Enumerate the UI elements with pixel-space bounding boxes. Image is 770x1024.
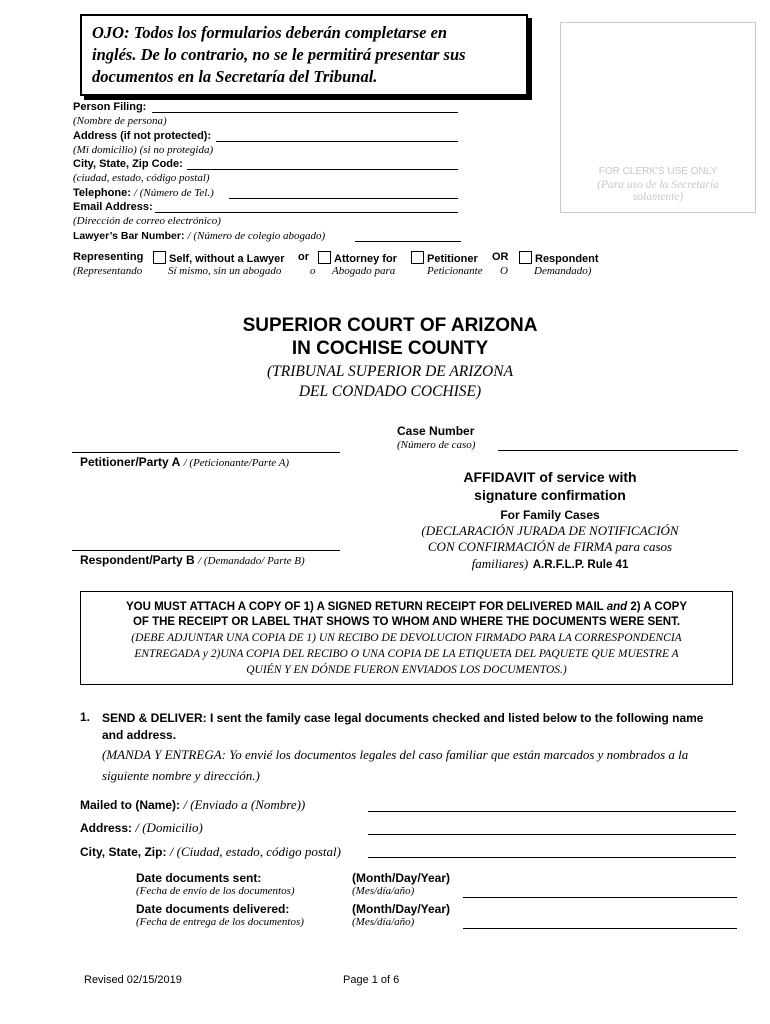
petitioner-label: Petitioner [427,253,478,265]
date-sent-format: (Month/Day/Year) [352,871,451,885]
email-label: Email Address: [73,201,153,213]
court-title-es-2: DEL CONDADO COCHISE) [298,383,482,400]
date-sent-label: Date documents sent: [136,871,262,885]
city-label-es: (ciudad, estado, código postal) [73,172,210,184]
court-title-2: IN COCHISE COUNTY [291,338,489,359]
party-a-label: Petitioner/Party A [80,455,181,469]
attorney-checkbox[interactable] [318,251,331,264]
notice-line-1b: and [606,601,628,613]
respondent-checkbox[interactable] [519,251,532,264]
warning-line-1: OJO: Todos los formularios deberán completarse en [92,23,448,42]
petitioner-checkbox[interactable] [411,251,424,264]
o-text-2: O [500,265,508,277]
city-label: City, State, Zip Code: [73,158,183,170]
date-sent-field[interactable] [463,897,737,898]
notice-line-1a: YOU MUST ATTACH A COPY OF 1) A SIGNED RETURN RECEIPT FOR DELIVERED MAIL [125,601,604,613]
court-title-es-1: (TRIBUNAL SUPERIOR DE ARIZONA [266,363,514,380]
mail-city-label: City, State, Zip: [80,845,167,859]
mail-address-label-es: / (Domicilio) [135,820,203,835]
address-field[interactable] [216,141,458,142]
date-delivered-label-es: (Fecha de entrega de los documentos) [136,916,304,928]
section-1-line-2: and address. [102,728,177,742]
self-label: Self, without a Lawyer [169,253,285,265]
petitioner-option[interactable] [411,251,478,265]
attorney-option[interactable] [318,251,397,265]
person-filing-field[interactable] [152,112,458,113]
telephone-row [73,187,214,199]
email-label-es: (Dirección de correo electrónico) [73,215,221,227]
respondent-label-es: Demandado) [534,265,592,277]
mail-address-label: Address: [80,821,133,835]
self-checkbox[interactable] [153,251,166,264]
respondent-label: Respondent [535,253,599,265]
mailed-to-row [80,797,305,813]
representing-label-es: (Representando [73,265,143,277]
telephone-label-es: / (Número de Tel.) [133,187,214,199]
notice-line-2: OF THE RECEIPT OR LABEL THAT SHOWS TO WHOM AND WHERE THE DOCUMENTS WERE SENT. [132,616,681,628]
mail-address-row [80,820,203,836]
rule-citation: A.R.F.L.P. Rule 41 [532,559,629,571]
section-1-es-1: (MANDA Y ENTREGA: Yo envié los documentos legales del caso familiar que están marcados y nombrados a la [102,747,689,762]
doc-title-es-2: CON CONFIRMACIÓN de FIRMA para casos [427,539,673,554]
page-number: Page 1 of 6 [343,974,400,986]
bar-number-label-es: / (Número de colegio abogado) [187,230,326,242]
doc-title-es-1: (DECLARACIÓN JURADA DE NOTIFICACIÓN [421,523,679,538]
warning-line-2: inglés. De lo contrario, no se le permitirá presentar sus [92,45,466,64]
mail-city-label-es: / (Ciudad, estado, código postal) [169,844,341,859]
email-field[interactable] [155,212,458,213]
or-text-1: or [298,251,309,263]
petitioner-label-es: Peticionante [427,265,483,277]
person-filing-label-es: (Nombre de persona) [73,115,167,127]
section-1-es-2: siguiente nombre y dirección.) [102,768,260,783]
bar-number-row [73,230,325,242]
party-a-field[interactable] [72,452,340,453]
date-sent-format-es: (Mes/día/año) [352,885,415,897]
respondent-option[interactable] [519,251,599,265]
warning-line-3: documentos en la Secretaría del Tribunal. [92,67,378,86]
doc-title-1: AFFIDAVIT of service with [463,469,637,485]
doc-title-2: signature confirmation [474,487,626,503]
mailed-to-label-es: / (Enviado a (Nombre)) [183,797,306,812]
attorney-label-es: Abogado para [332,265,396,277]
clerk-use-box [560,22,756,213]
clerk-label: FOR CLERK'S USE ONLY [598,166,718,177]
doc-title-3: For Family Cases [500,508,600,522]
section-1-text [102,710,742,786]
clerk-label-es-2: solamente) [632,191,684,203]
warning-box [80,14,528,96]
mail-city-row [80,844,341,860]
self-option[interactable] [153,251,285,265]
section-1-line-1: SEND & DELIVER: I sent the family case legal documents checked and listed below to the following name [102,711,704,725]
mail-address-field[interactable] [368,834,736,835]
notice-es-3: QUIÉN Y EN DÓNDE FUERON ENVIADOS LOS DOCUMENTOS.) [246,664,567,676]
court-title-1: SUPERIOR COURT OF ARIZONA [242,315,538,336]
document-title [400,468,700,574]
notice-line-1c: 2) A COPY [630,601,688,613]
or-text-2: OR [492,251,509,263]
court-heading [0,314,770,402]
attorney-label: Attorney for [334,253,397,265]
notice-es-2: ENTREGADA y 2)UNA COPIA DEL RECIBO O UNA COPIA DE LA ETIQUETA DEL PAQUETE QUE MUESTRE A [134,648,679,660]
self-label-es: Sí mismo, sin un abogado [168,265,282,277]
notice-es-1: (DEBE ADJUNTAR UNA COPIA DE 1) UN RECIBO DE DEVOLUCION FIRMADO PARA LA CORRESPONDENCIA [131,632,682,644]
mailed-to-label: Mailed to (Name): [80,798,181,812]
party-a-label-es: / (Peticionante/Parte A) [183,457,290,469]
date-delivered-format-es: (Mes/día/año) [352,916,415,928]
section-1-number: 1. [80,710,91,724]
address-label-es: (Mi domicilio) (si no protegida) [73,144,214,156]
case-number-field[interactable] [498,450,738,451]
bar-number-field[interactable] [355,241,461,242]
bar-number-label: Lawyer’s Bar Number: [73,230,185,242]
party-b-row [80,553,305,567]
party-b-label: Respondent/Party B [80,553,195,567]
date-delivered-field[interactable] [463,928,737,929]
date-delivered-format: (Month/Day/Year) [352,902,451,916]
party-b-field[interactable] [72,550,340,551]
date-sent-label-es: (Fecha de envío de los documentos) [136,885,295,897]
party-a-row [80,455,289,469]
telephone-field[interactable] [229,198,458,199]
telephone-label: Telephone: [73,187,131,199]
notice-box [80,591,733,685]
address-label: Address (if not protected): [73,130,212,142]
mail-city-field[interactable] [368,857,736,858]
case-number-label-es: (Número de caso) [397,439,476,451]
party-b-label-es: / (Demandado/ Parte B) [198,555,305,567]
o-text-1: o [310,265,316,277]
city-field[interactable] [187,169,458,170]
clerk-label-es-1: (Para uso de la Secretaría [597,179,719,191]
case-number-label: Case Number [397,424,475,438]
doc-title-es-3: familiares) [471,556,529,571]
person-filing-label: Person Filing: [73,101,147,113]
notice-line-1 [81,600,732,615]
representing-label: Representing [73,251,144,263]
revised-date: Revised 02/15/2019 [84,974,182,986]
mailed-to-field[interactable] [368,811,736,812]
date-delivered-label: Date documents delivered: [136,902,290,916]
